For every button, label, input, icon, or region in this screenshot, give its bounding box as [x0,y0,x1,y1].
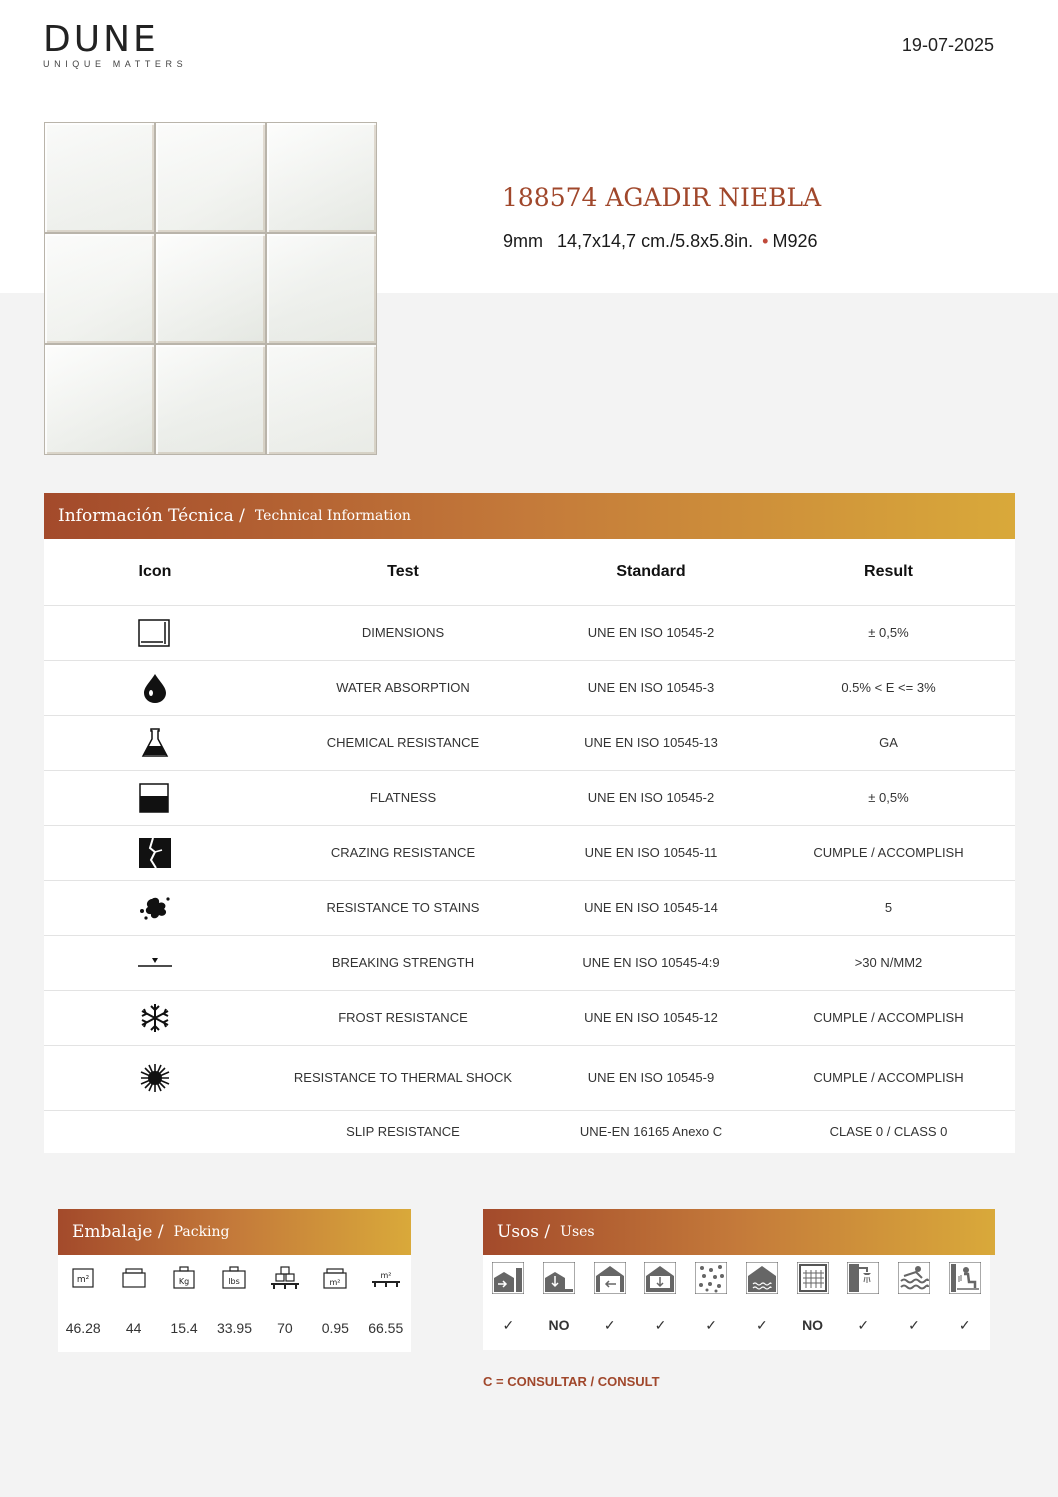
product-thickness: 9mm [503,231,543,251]
test-result: GA [762,715,1015,770]
kg-label: Kg [178,1276,190,1286]
technical-header [44,493,1015,539]
logo-tagline: UNIQUE MATTERS [43,59,188,69]
test-result: ± 0,5% [762,770,1015,825]
test-result: CUMPLE / ACCOMPLISH [762,825,1015,880]
test-standard: UNE EN ISO 10545-11 [540,825,762,880]
test-standard: UNE EN ISO 10545-2 [540,605,762,660]
packing-value-boxes-pallet: 70 [277,1319,293,1336]
column-header-test: Test [266,539,540,605]
uses-section [483,1209,995,1350]
table-row [44,1110,1015,1153]
water-drop-icon [138,673,172,703]
test-standard: UNE-EN 16165 Anexo C [579,1124,723,1140]
packing-section [58,1209,411,1352]
technical-table [44,539,1015,1153]
product-spec [503,231,817,252]
kg-icon [169,1265,199,1291]
crazing-icon [138,838,172,868]
stain-splash-icon [138,893,172,923]
use-value-heated-floor: ✓ [756,1316,768,1333]
technical-title-en: Technical Information [254,508,411,524]
test-name: CRAZING RESISTANCE [266,825,540,880]
test-standard: UNE EN ISO 10545-4:9 [540,935,762,990]
thermal-shock-icon [138,1063,172,1093]
boxes-per-pallet-icon [270,1265,300,1291]
column-header-result: Result [762,539,1015,605]
pool-icon [898,1262,930,1294]
mosaic-icon [695,1262,727,1294]
table-row [44,605,1015,660]
shower-icon [847,1262,879,1294]
test-standard: UNE EN ISO 10545-9 [540,1045,762,1110]
packing-value-m2-pallet: 66.55 [368,1319,404,1336]
test-name: FROST RESISTANCE [266,990,540,1045]
test-name: FLATNESS [266,770,540,825]
uses-header [483,1209,995,1255]
test-standard: UNE EN ISO 10545-13 [540,715,762,770]
packing-title-en: Packing [173,1224,230,1240]
grid-facade-icon [797,1262,829,1294]
lbs-label: lbs [228,1276,241,1286]
table-row [44,1045,1015,1110]
table-row [44,935,1015,990]
m2-label: m² [77,1274,90,1285]
test-result: CUMPLE / ACCOMPLISH [762,990,1015,1045]
test-result: 0.5% < E <= 3% [762,660,1015,715]
use-value-exterior-floor: NO [548,1317,570,1333]
test-result: 5 [762,880,1015,935]
glossy-white-tile-image [44,122,377,455]
test-standard: UNE EN ISO 10545-3 [540,660,762,715]
exterior-floor-icon [543,1262,575,1294]
breaking-strength-icon [138,948,172,978]
flatness-icon [138,783,172,813]
column-header-standard: Standard [540,539,762,605]
uses-title-es: Usos / [497,1222,551,1242]
table-row [44,660,1015,715]
test-result: CLASE 0 / CLASS 0 [829,1124,948,1140]
packing-value-m2: 0.95 [321,1319,349,1336]
m2-box-label: m² [329,1277,341,1287]
product-title: 188574 AGADIR NIEBLA [502,183,822,212]
interior-floor-icon [644,1262,676,1294]
use-value-shower: ✓ [857,1316,870,1333]
flask-icon [138,728,172,758]
test-name: WATER ABSORPTION [266,660,540,715]
test-name: RESISTANCE TO THERMAL SHOCK [266,1045,540,1110]
pieces-per-box-icon [119,1265,149,1291]
interior-wall-icon [594,1262,626,1294]
test-name: SLIP RESISTANCE [346,1124,460,1140]
bullet-separator: • [762,231,769,251]
test-name: BREAKING STRENGTH [266,935,540,990]
m2-pallet-label: m² [380,1270,392,1280]
table-row [44,825,1015,880]
empty-icon-cell [44,1110,266,1153]
document-date: 19-07-2025 [901,35,994,55]
table-row [44,770,1015,825]
dune-logo [43,19,188,72]
packing-value-lbs: 33.95 [216,1319,252,1336]
test-name: RESISTANCE TO STAINS [266,880,540,935]
test-standard: UNE EN ISO 10545-14 [540,880,762,935]
lbs-icon [219,1265,249,1291]
use-value-sauna: ✓ [958,1316,971,1333]
packing-title-es: Embalaje / [72,1222,164,1242]
use-value-grid-facade: NO [802,1317,824,1333]
test-result: >30 N/MM2 [762,935,1015,990]
uses-title-en: Uses [560,1224,595,1240]
test-result: CUMPLE / ACCOMPLISH [762,1045,1015,1110]
table-row [44,880,1015,935]
table-row [44,990,1015,1045]
test-result: ± 0,5% [762,605,1015,660]
table-row [44,715,1015,770]
test-name: DIMENSIONS [266,605,540,660]
technical-information-section [44,493,1015,1153]
packing-header [58,1209,411,1255]
product-size: 14,7x14,7 cm./5.8x5.8in. [557,231,754,251]
use-value-mosaic: ✓ [705,1316,718,1333]
packing-value-pieces: 44 [125,1319,142,1336]
packing-value-m2-box: 46.28 [65,1319,101,1336]
test-name: CHEMICAL RESISTANCE [266,715,540,770]
m2-box-icon [320,1265,350,1291]
use-value-pool: ✓ [908,1316,920,1333]
test-standard: UNE EN ISO 10545-12 [540,990,762,1045]
m2-per-pallet-icon [371,1265,401,1291]
exterior-wall-icon [492,1262,524,1294]
dimensions-icon [138,618,172,648]
technical-title-es: Información Técnica / [58,506,245,526]
snowflake-icon [138,1003,172,1033]
m2-per-box-icon [68,1265,98,1291]
test-standard: UNE EN ISO 10545-2 [540,770,762,825]
product-code: M926 [772,231,818,251]
column-header-icon: Icon [44,539,266,605]
heated-floor-icon [746,1262,778,1294]
consult-legend: C = CONSULTAR / CONSULT [483,1374,660,1389]
use-value-interior-wall: ✓ [603,1316,616,1333]
use-value-interior-floor: ✓ [654,1316,667,1333]
sauna-icon [949,1262,981,1294]
logo-word: DUNE [43,19,159,60]
packing-value-kg: 15.4 [170,1319,198,1336]
use-value-exterior-wall: ✓ [502,1316,515,1333]
